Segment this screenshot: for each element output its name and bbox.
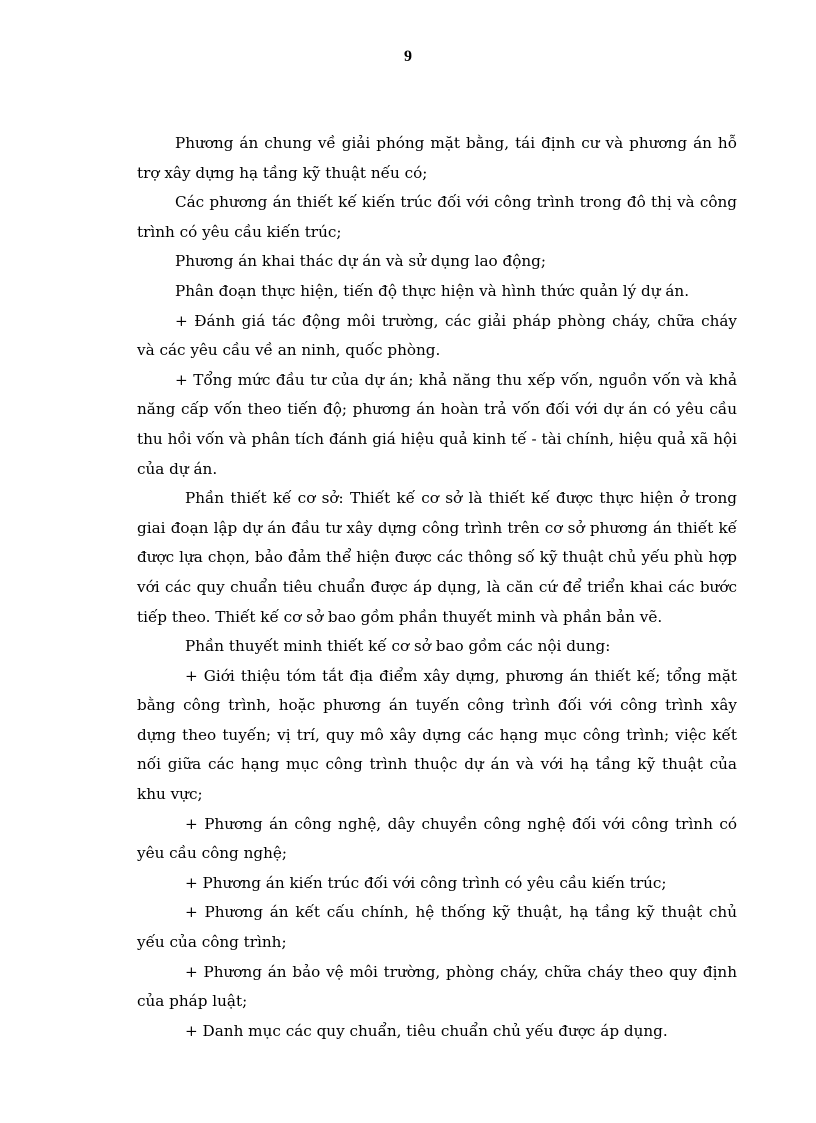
paragraph: Phần thiết kế cơ sở: Thiết kế cơ sở là thiết kế được thực hiện ở trong giai đoạn lập dự án đầu tư xây dựng công trình trên cơ sở phương án thiết kế được lựa chọn, bảo đảm thể hiện được các thông số kỹ thuật chủ yếu phù hợp với các quy chuẩn tiêu chuẩn được áp dụng, là căn cứ để triển khai các bước tiếp theo. Thiết kế cơ sở bao gồm phần thuyết minh và phần bản vẽ. [137,489,737,626]
page-number: 9 [404,48,412,65]
paragraph: Phân đoạn thực hiện, tiến độ thực hiện và hình thức quản lý dự án. [175,281,690,300]
paragraph: + Tổng mức đầu tư của dự án; khả năng thu xếp vốn, nguồn vốn và khả năng cấp vốn theo tiến độ; phương án hoàn trả vốn đối với dự án có yêu cầu thu hồi vốn và phân tích đánh giá hiệu quả kinh tế - tài chính, hiệu quả xã hội của dự án. [137,370,737,478]
paragraph: Phương án chung về giải phóng mặt bằng, tái định cư và phương án hỗ trợ xây dựng hạ tầng kỹ thuật nếu có; [137,134,737,182]
paragraph: Phương án khai thác dự án và sử dụng lao động; [175,252,546,271]
paragraph: Phần thuyết minh thiết kế cơ sở bao gồm các nội dung: [185,637,611,656]
paragraph: + Đánh giá tác động môi trường, các giải pháp phòng cháy, chữa cháy và các yêu cầu về an ninh, quốc phòng. [137,311,737,360]
paragraph: + Phương án kiến trúc đối với công trình có yêu cầu kiến trúc; [185,873,667,892]
paragraph: + Phương án bảo vệ môi trường, phòng cháy, chữa cháy theo quy định của pháp luật; [137,962,737,1011]
paragraph: + Danh mục các quy chuẩn, tiêu chuẩn chủ yếu được áp dụng. [185,1021,668,1040]
paragraph: + Giới thiệu tóm tắt địa điểm xây dựng, phương án thiết kế; tổng mặt bằng công trình, hoặc phương án tuyến công trình đối với công trình xây dựng theo tuyến; vị trí, quy mô xây dựng các hạng mục công trình; việc kết nối giữa các hạng mục công trình thuộc dự án và với hạ tầng kỹ thuật của khu vực; [137,666,737,804]
paragraph: + Phương án công nghệ, dây chuyền công nghệ đối với công trình có yêu cầu công nghệ; [137,814,737,863]
document-body [137,129,737,1046]
paragraph: + Phương án kết cấu chính, hệ thống kỹ thuật, hạ tầng kỹ thuật chủ yếu của công trình; [137,903,737,952]
paragraph: Các phương án thiết kế kiến trúc đối với công trình trong đô thị và công trình có yêu cầu kiến trúc; [137,193,737,241]
